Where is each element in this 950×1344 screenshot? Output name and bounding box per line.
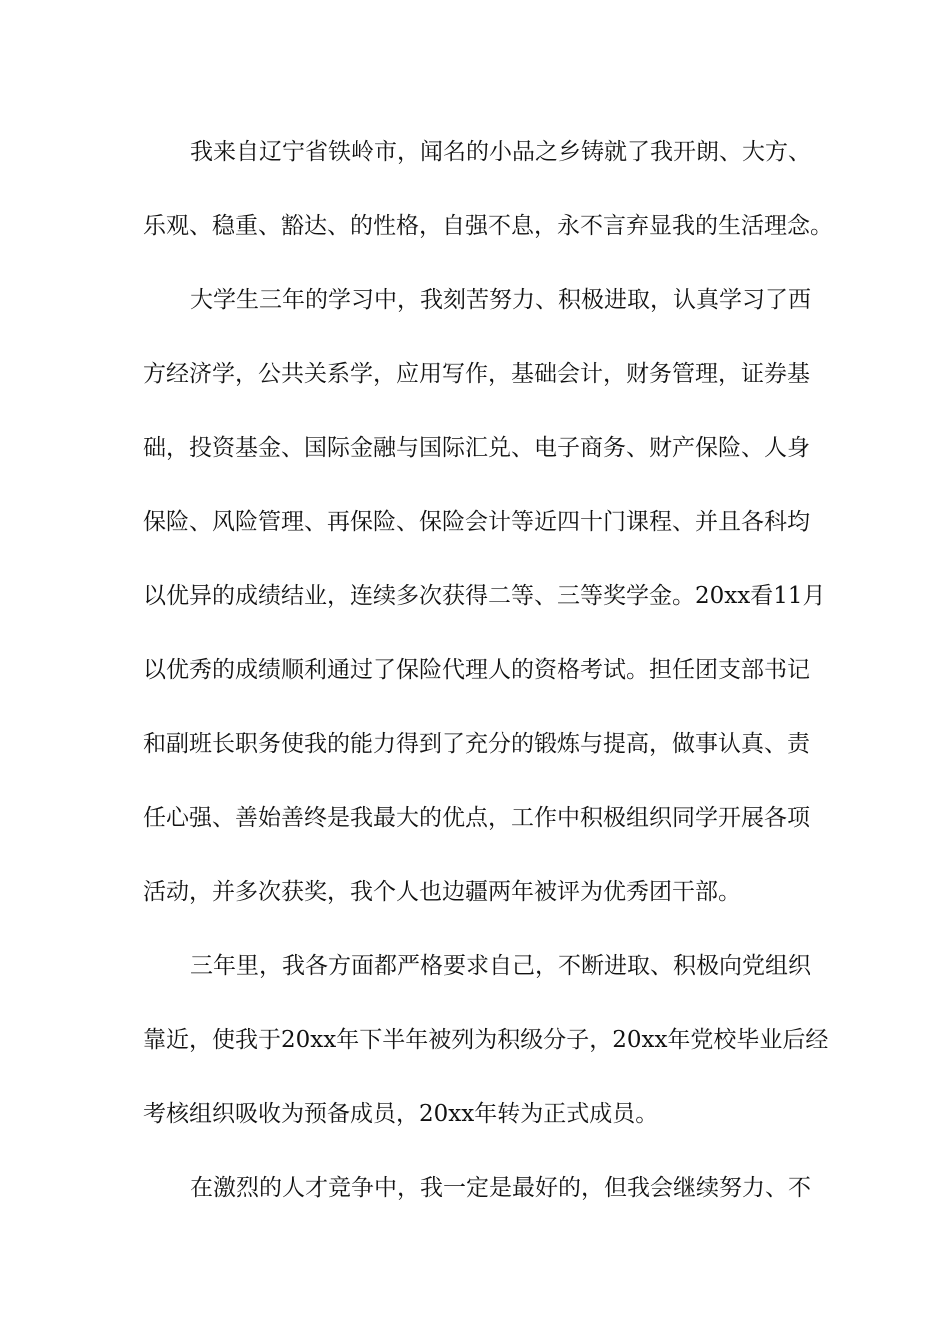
text-line: 础，投资基金、国际金融与国际汇兑、电子商务、财产保险、人身: [143, 435, 810, 461]
text-line: 乐观、稳重、豁达、的性格，自强不息，永不言弃显我的生活理念。: [143, 213, 833, 239]
text-line: 考核组织吸收为预备成员，20xx年转为正式成员。: [143, 1101, 659, 1127]
text-line: 我来自辽宁省铁岭市，闻名的小品之乡铸就了我开朗、大方、: [190, 139, 811, 165]
text-line: 方经济学，公共关系学，应用写作，基础会计，财务管理，证券基: [143, 361, 810, 387]
text-line: 和副班长职务使我的能力得到了充分的锻炼与提高，做事认真、责: [143, 731, 810, 757]
text-line: 大学生三年的学习中，我刻苦努力、积极进取，认真学习了西: [190, 287, 811, 313]
text-line: 以优异的成绩结业，连续多次获得二等、三等奖学金。20xx看11月: [143, 583, 826, 609]
text-line: 保险、风险管理、再保险、保险会计等近四十门课程、并且各科均: [143, 509, 810, 535]
text-line: 靠近，使我于20xx年下半年被列为积级分子，20xx年党校毕业后经: [143, 1027, 829, 1053]
text-line: 在激烈的人才竞争中，我一定是最好的，但我会继续努力、不: [190, 1175, 811, 1201]
text-line: 三年里，我各方面都严格要求自己，不断进取、积极向党组织: [190, 953, 811, 979]
text-line: 活动，并多次获奖，我个人也边疆两年被评为优秀团干部。: [143, 879, 741, 905]
text-line: 任心强、善始善终是我最大的优点，工作中积极组织同学开展各项: [143, 805, 810, 831]
text-line: 以优秀的成绩顺利通过了保险代理人的资格考试。担任团支部书记: [143, 657, 810, 683]
